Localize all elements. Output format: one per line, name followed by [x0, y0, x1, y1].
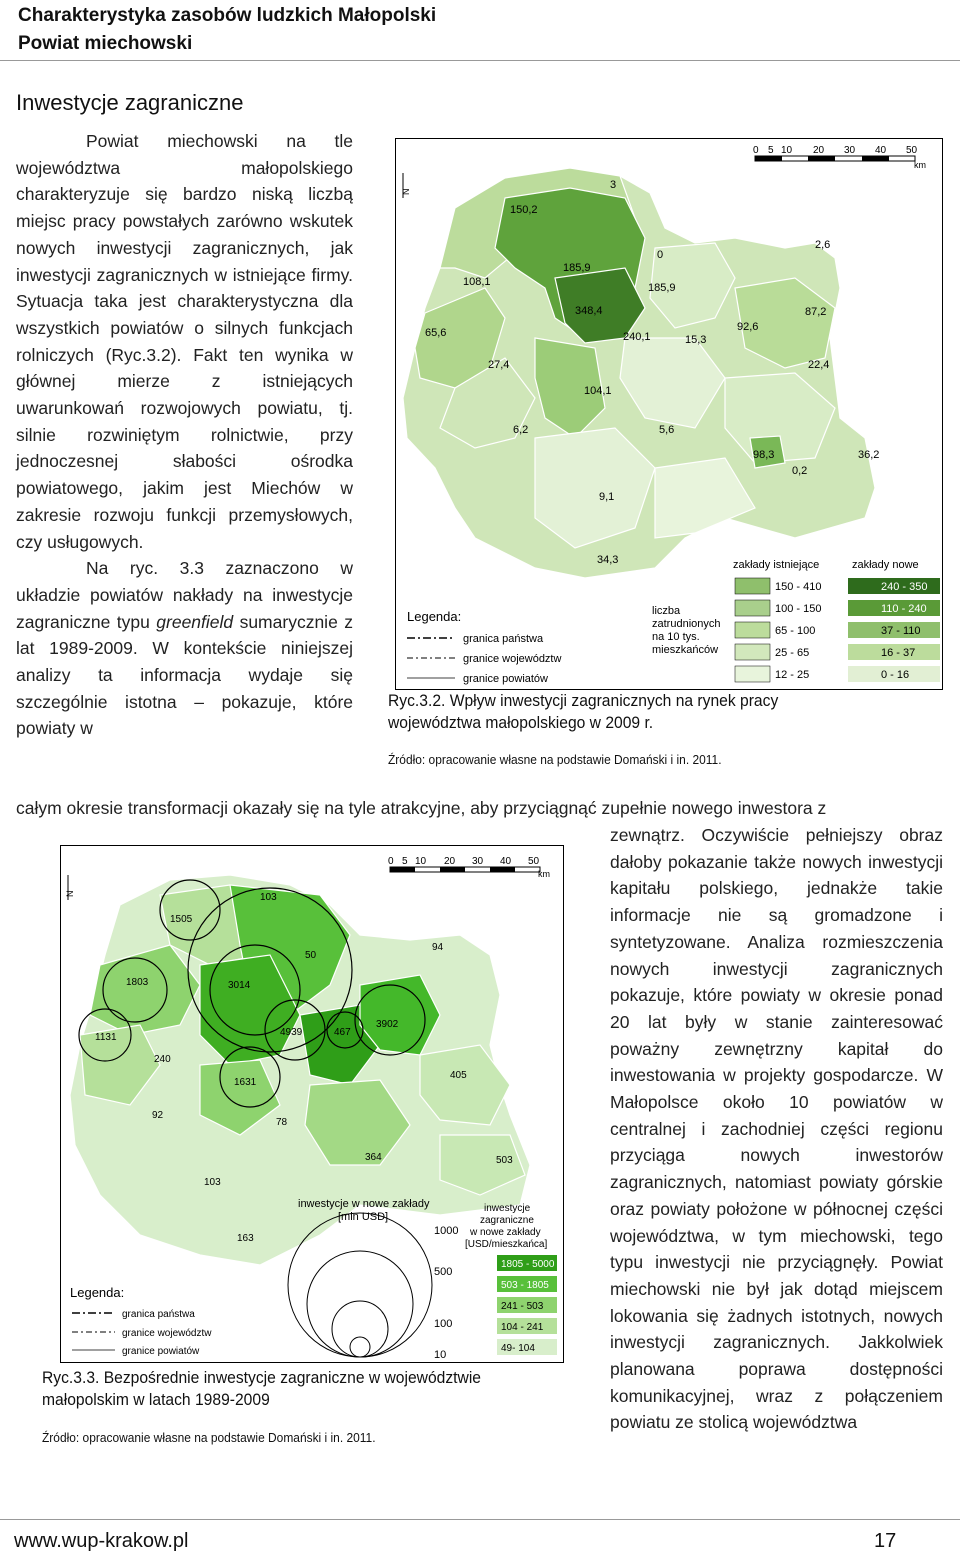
circle-legend-title: inwestycje w nowe zakłady — [298, 1198, 430, 1210]
scale-tick: 0 — [753, 145, 759, 156]
map-label: 150,2 — [510, 204, 538, 216]
legend-new-header: zakłady nowe — [852, 559, 919, 571]
map-legend — [66, 1275, 226, 1360]
legend-side-label: zatrudnionych — [652, 618, 721, 630]
legend-side-label: liczba — [652, 605, 681, 617]
density-legend-title: w nowe zakłady — [470, 1227, 541, 1238]
map-label: 1803 — [126, 977, 149, 988]
map-label: 163 — [237, 1233, 254, 1244]
caption-line: Ryc.3.2. Wpływ inwestycji zagranicznych na rynek pracy — [388, 691, 779, 710]
density-legend-title: zagraniczne — [480, 1215, 534, 1226]
scale-tick: 20 — [444, 856, 456, 867]
legend-class-new: 37 - 110 — [881, 625, 921, 637]
density-legend-title: inwestycje — [484, 1203, 531, 1214]
legend-title: Legenda: — [70, 1285, 125, 1300]
density-class: 1805 - 5000 — [501, 1259, 555, 1270]
map-label: 3902 — [376, 1019, 399, 1030]
legend-class-existing: 25 - 65 — [775, 647, 810, 659]
svg-text:N: N — [65, 890, 75, 897]
map-label: 87,2 — [805, 306, 827, 318]
map-label: 65,6 — [425, 327, 447, 339]
scale-unit: km — [538, 869, 550, 879]
map-label: 94 — [432, 942, 444, 953]
scale-tick: 5 — [768, 145, 774, 156]
map-label: 50 — [305, 950, 317, 961]
map-label: 103 — [260, 892, 277, 903]
map-investment — [60, 845, 565, 1365]
legend-line-label: granice powiatów — [122, 1346, 200, 1357]
legend-line-label: granice powiatów — [463, 673, 548, 685]
figure-source-3-3: Źródło: opracowanie własne na podstawie Domański i in. 2011. — [42, 1430, 376, 1445]
map-label: 103 — [204, 1177, 221, 1188]
paragraph-2 — [16, 555, 353, 742]
scale-tick: 50 — [528, 856, 540, 867]
scale-tick: 50 — [906, 145, 918, 156]
legend-side-label: mieszkańców — [652, 644, 719, 656]
caption-line: województwa małopolskiego w 2009 r. — [388, 713, 654, 732]
map-label: 405 — [450, 1070, 467, 1081]
map-employment-figure — [395, 138, 943, 690]
document-header — [18, 2, 436, 58]
scale-tick: 0 — [388, 856, 394, 867]
map-label: 240,1 — [623, 331, 651, 343]
map-label: 1505 — [170, 914, 193, 925]
map-label: 3014 — [228, 980, 251, 991]
full-width-line: całym okresie transformacji okazały się na tyle atrakcyjne, aby przyciągnąć zupełnie nowego inwestora z — [16, 798, 827, 818]
map-label: 92 — [152, 1110, 164, 1121]
scale-tick: 20 — [813, 145, 825, 156]
circle-value: 10 — [434, 1349, 447, 1361]
map-label: 0,2 — [792, 465, 808, 477]
map-label: 4939 — [280, 1027, 303, 1038]
map-label: 9,1 — [599, 491, 615, 503]
scale-tick: 40 — [875, 145, 887, 156]
svg-text:N: N — [401, 188, 411, 195]
legend-line-label: granice województw — [463, 653, 562, 665]
circle-value: 100 — [434, 1318, 453, 1330]
legend-side-label: na 10 tys. — [652, 631, 700, 643]
header-rule — [0, 60, 960, 61]
map-label: 92,6 — [737, 321, 759, 333]
map-label: 467 — [334, 1027, 351, 1038]
map-label: 348,4 — [575, 305, 603, 317]
map-label: 5,6 — [659, 424, 675, 436]
scale-tick: 5 — [402, 856, 408, 867]
legend-title: Legenda: — [407, 609, 462, 624]
map-label: 27,4 — [488, 359, 510, 371]
map-label: 6,2 — [513, 424, 529, 436]
left-text-column — [16, 128, 353, 742]
caption-line: małopolskim w latach 1989-2009 — [42, 1390, 270, 1409]
density-legend-title: [USD/mieszkańca] — [465, 1239, 548, 1250]
legend-class-new: 110 - 240 — [881, 603, 927, 615]
map-label: 1131 — [95, 1032, 117, 1043]
legend-class-existing: 65 - 100 — [775, 625, 816, 637]
map-label: 22,4 — [808, 359, 830, 371]
scale-tick: 30 — [844, 145, 856, 156]
density-class: 241 - 503 — [501, 1301, 544, 1312]
greenfield-term: greenfield — [156, 611, 234, 632]
figure-source-3-2: Źródło: opracowanie własne na podstawie Domański i in. 2011. — [388, 752, 722, 767]
scale-tick: 30 — [472, 856, 484, 867]
density-class: 104 - 241 — [501, 1322, 544, 1333]
density-class: 49- 104 — [501, 1343, 535, 1354]
legend-class-new: 240 - 350 — [881, 581, 928, 593]
legend-class-new: 16 - 37 — [881, 647, 916, 659]
scale-tick: 40 — [500, 856, 512, 867]
figure-caption-3-2 — [388, 690, 778, 734]
map-label: 3 — [610, 179, 617, 191]
legend-line-label: granica państwa — [463, 633, 544, 645]
legend-class-existing: 150 - 410 — [775, 581, 822, 593]
map-label: 240 — [154, 1054, 171, 1065]
footer-url[interactable]: www.wup-krakow.pl — [14, 1530, 189, 1552]
page-number: 17 — [874, 1530, 897, 1552]
legend-class-existing: 100 - 150 — [775, 603, 822, 615]
map-label: 108,1 — [463, 276, 491, 288]
caption-line: Ryc.3.3. Bezpośrednie inwestycje zagraniczne w województwie — [42, 1368, 481, 1387]
map-investment-figure — [60, 845, 565, 1365]
circle-value: 1000 — [434, 1225, 459, 1237]
map-label: 1631 — [234, 1077, 257, 1088]
figure-caption-3-3 — [42, 1367, 481, 1411]
map-label: 2,6 — [815, 239, 831, 251]
legend-line-label: granice województw — [122, 1328, 212, 1339]
map-label: 104,1 — [584, 385, 612, 397]
scale-tick: 10 — [781, 145, 793, 156]
footer-rule — [0, 1519, 960, 1520]
map-label: 34,3 — [597, 554, 619, 566]
legend-class-new: 0 - 16 — [881, 669, 910, 681]
map-label: 36,2 — [858, 449, 880, 461]
map-label: 15,3 — [685, 334, 707, 346]
legend-existing-header: zakłady istniejące — [733, 559, 820, 571]
legend-class-existing: 12 - 25 — [775, 669, 810, 681]
section-title: Inwestycje zagraniczne — [16, 90, 244, 115]
map-label: 185,9 — [563, 262, 591, 274]
map-label: 364 — [365, 1152, 382, 1163]
map-label: 0 — [657, 249, 664, 261]
density-class: 503 - 1805 — [501, 1280, 549, 1291]
map-label: 98,3 — [753, 449, 775, 461]
right-text-column: zewnątrz. Oczywiście pełniejszy obraz dałoby pokazanie także nowych inwestycji kapitału polskiego, jednakże takie informacje nie są gromadzone i syntetyzowane. Analiza rozmieszczenia nowych inwestycji zagranicznych pokazuje, które powiaty w okresie ponad 20 lat były w stanie zainteresować poważny zewnętrzny kapitał do inwestowania w projekty gospodarcze. W Małopolsce około 10 powiatów w centralnej i zachodniej części regionu przyciąga nowych inwestorów zagranicznych, natomiast powiaty górskie oraz powiaty położone w północnej części województwa, w tym miechowski, tego typu inwestycji nie przyciągnęły. Powiat miechowski nie był jak dotąd miejscem lokowania się żadnych istotnych, nowych inwestycji zagranicznych. Jakkolwiek planowana poprawa dostępności komunikacyjnej, wraz z połączeniem powiatu ze stolicą województwa — [610, 825, 943, 1433]
map-label: 78 — [276, 1117, 288, 1128]
map-employment — [395, 138, 943, 690]
scale-unit: km — [914, 160, 926, 170]
circle-legend-unit: [mln USD] — [338, 1211, 389, 1223]
legend-line-label: granica państwa — [122, 1309, 195, 1320]
paragraph-1: Powiat miechowski na tle województwa małopolskiego charakteryzuje się bardzo niską liczbą miejsc pracy powstałych zarówno wskutek nowych inwestycji zagranicznych, jak inwestycji zagranicznych w istniejące firmy. Sytuacja taka jest charakterystyczna dla wszystkich powiatów o silnych funkcjach rolniczych (Ryc.3.2). Fakt ten wynika w głównej mierze z istniejących uwarunkowań rozwojowych powiatu, tj. silnie rozwiniętym rolnictwie, przy jednoczesnej słabości ośrodka powiatowego, jakim jest Miechów w zakresie rozwoju funkcji przemysłowych, czy usługowych. — [16, 131, 353, 552]
scale-tick: 10 — [415, 856, 427, 867]
map-label: 503 — [496, 1155, 513, 1166]
header-subtitle: Powiat miechowski — [18, 33, 193, 54]
header-title: Charakterystyka zasobów ludzkich Małopolski — [18, 5, 437, 26]
paragraph-2-start: Na ryc. 3.3 zaznaczono w układzie powiatów nakłady na inwestycje zagraniczne typu — [16, 558, 353, 632]
circle-value: 500 — [434, 1266, 453, 1278]
map-label: 185,9 — [648, 282, 676, 294]
paragraph-2-end: sumarycznie z lat 1989-2009. W kontekście niniejszej analizy ta informacja wydaje się szczególnie istotna – pokazuje, które powiaty w — [16, 611, 353, 739]
